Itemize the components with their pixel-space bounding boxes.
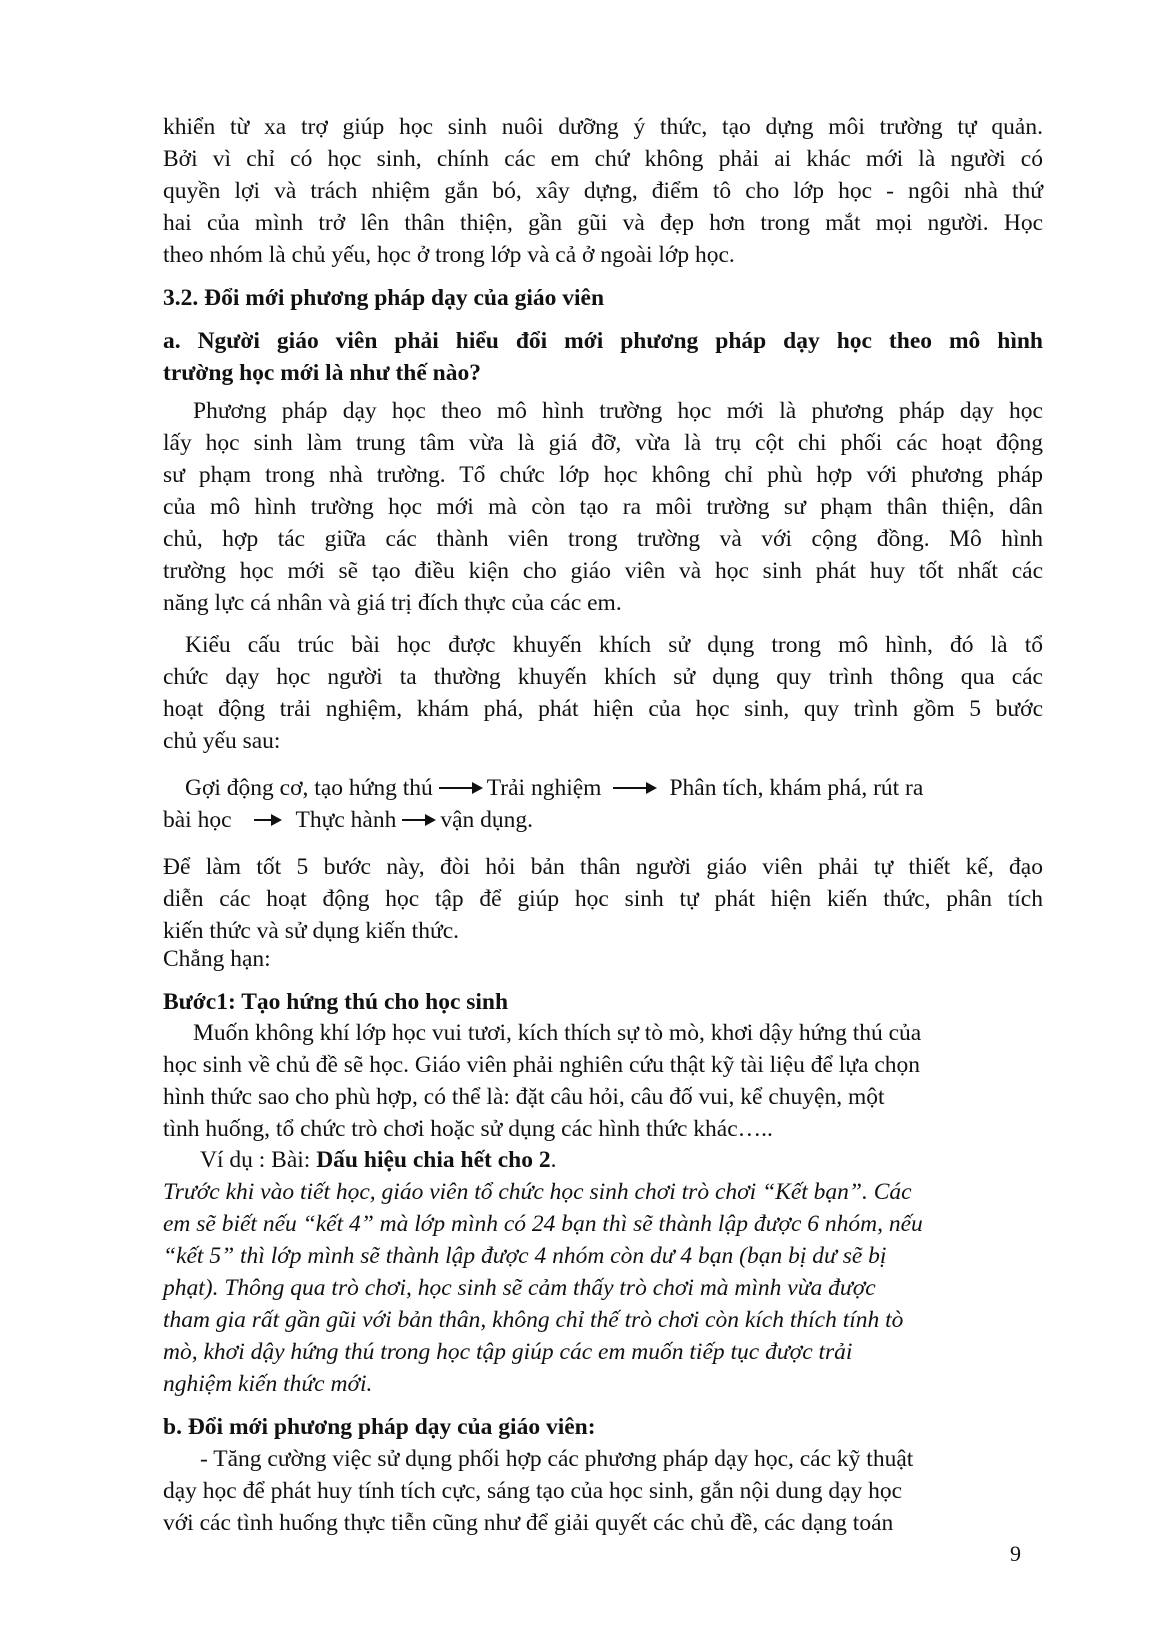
text-line: hai của mình trở lên thân thiện, gần gũi và đẹp hơn trong mắt mọi người. Học xyxy=(163,210,1043,236)
right-arrow-icon xyxy=(439,787,481,789)
text-line: Phương pháp dạy học theo mô hình trường học mới là phương pháp dạy học xyxy=(193,398,1043,424)
text-line: tham gia rất gần gũi với bản thân, không chỉ thế trò chơi còn kích thích tính tò xyxy=(163,1307,904,1333)
right-arrow-icon xyxy=(254,819,280,821)
right-arrow-icon xyxy=(402,819,434,821)
text-line: quyền lợi và trách nhiệm gắn bó, xây dựng, điểm tô cho lớp học - ngôi nhà thứ xyxy=(163,178,1043,204)
step1-heading: Bước1: Tạo hứng thú cho học sinh xyxy=(163,989,509,1015)
lesson-title: Dấu hiệu chia hết cho 2 xyxy=(316,1147,551,1173)
process-step: Phân tích, khám phá, rút ra xyxy=(669,775,924,801)
process-line-2 xyxy=(163,805,1043,835)
text-line: của mô hình trường học mới mà còn tạo ra môi trường sư phạm thân thiện, dân xyxy=(163,494,1043,520)
text-line: tình huống, tổ chức trò chơi hoặc sử dụng các hình thức khác….. xyxy=(163,1116,773,1142)
text-line: Kiểu cấu trúc bài học được khuyến khích sử dụng trong mô hình, đó là tổ xyxy=(185,632,1043,658)
example-suffix: . xyxy=(550,1147,557,1173)
process-step: vận dụng. xyxy=(440,807,534,833)
example-prefix: Ví dụ : Bài: xyxy=(200,1147,317,1173)
text-line: Để làm tốt 5 bước này, đòi hỏi bản thân người giáo viên phải tự thiết kế, đạo xyxy=(163,854,1043,880)
example-lesson xyxy=(200,1145,1043,1175)
text-line: theo nhóm là chủ yếu, học ở trong lớp và cả ở ngoài lớp học. xyxy=(163,242,735,268)
text-line: hoạt động trải nghiệm, khám phá, phát hiện của học sinh, quy trình gồm 5 bước xyxy=(163,696,1043,722)
process-step: Thực hành xyxy=(295,807,397,833)
text-line: kiến thức và sử dụng kiến thức. xyxy=(163,918,459,944)
text-line: trường học mới sẽ tạo điều kiện cho giáo viên và học sinh phát huy tốt nhất các xyxy=(163,558,1043,584)
text-line: “kết 5” thì lớp mình sẽ thành lập được 4 nhóm còn dư 4 bạn (bạn bị dư sẽ bị xyxy=(163,1243,887,1269)
text-line: dạy học để phát huy tính tích cực, sáng tạo của học sinh, gắn nội dung dạy học xyxy=(163,1478,903,1504)
heading-line: a. Người giáo viên phải hiểu đổi mới phương pháp dạy học theo mô hình xyxy=(163,328,1043,354)
process-step: Trải nghiệm xyxy=(486,775,602,801)
process-line-1 xyxy=(185,773,1043,803)
text-line: em sẽ biết nếu “kết 4” mà lớp mình có 24 bạn thì sẽ thành lập được 6 nhóm, nếu xyxy=(163,1211,923,1237)
subheading-b: b. Đổi mới phương pháp dạy của giáo viên: xyxy=(163,1414,596,1440)
text-line: năng lực cá nhân và giá trị đích thực của các em. xyxy=(163,590,622,616)
page-number: 9 xyxy=(1010,1541,1021,1566)
text-line: mò, khơi dậy hứng thú trong học tập giúp các em muốn tiếp tục được trải xyxy=(163,1339,853,1365)
text-line: - Tăng cường việc sử dụng phối hợp các phương pháp dạy học, các kỹ thuật xyxy=(200,1446,914,1472)
process-step: bài học xyxy=(163,807,232,833)
text-line: khiển từ xa trợ giúp học sinh nuôi dưỡng ý thức, tạo dựng môi trường tự quản. xyxy=(163,114,1043,140)
text-line: phạt). Thông qua trò chơi, học sinh sẽ cảm thấy trò chơi mà mình vừa được xyxy=(163,1275,876,1301)
text-line: chủ yếu sau: xyxy=(163,728,281,754)
text-line: diễn các hoạt động học tập để giúp học sinh tự phát hiện kiến thức, phân tích xyxy=(163,886,1043,912)
text-line: với các tình huống thực tiễn cũng như để giải quyết các chủ đề, các dạng toán xyxy=(163,1510,894,1536)
text-line: lấy học sinh làm trung tâm vừa là giá đỡ, vừa là trụ cột chi phối các hoạt động xyxy=(163,430,1043,456)
example-label: Chẳng hạn: xyxy=(163,946,271,972)
text-line: hình thức sao cho phù hợp, có thể là: đặt câu hỏi, câu đố vui, kể chuyện, một xyxy=(163,1084,885,1110)
text-line: chủ, hợp tác giữa các thành viên trong trường và với cộng đồng. Mô hình xyxy=(163,526,1043,552)
text-line: Muốn không khí lớp học vui tươi, kích thích sự tò mò, khơi dậy hứng thú của xyxy=(193,1020,922,1046)
text-line: sư phạm trong nhà trường. Tổ chức lớp học không chỉ phù hợp với phương pháp xyxy=(163,462,1043,488)
right-arrow-icon xyxy=(613,787,655,789)
heading-line: trường học mới là như thế nào? xyxy=(163,360,481,386)
text-line: chức dạy học người ta thường khuyến khích sử dụng quy trình thông qua các xyxy=(163,664,1043,690)
process-step: Gợi động cơ, tạo hứng thú xyxy=(185,775,433,801)
section-heading: 3.2. Đổi mới phương pháp dạy của giáo viên xyxy=(163,285,605,311)
text-line: Trước khi vào tiết học, giáo viên tổ chức học sinh chơi trò chơi “Kết bạn”. Các xyxy=(163,1179,912,1205)
text-line: Bởi vì chỉ có học sinh, chính các em chứ không phải ai khác mới là người có xyxy=(163,146,1043,172)
text-line: học sinh về chủ đề sẽ học. Giáo viên phải nghiên cứu thật kỹ tài liệu để lựa chọn xyxy=(163,1052,921,1078)
text-line: nghiệm kiến thức mới. xyxy=(163,1371,373,1397)
